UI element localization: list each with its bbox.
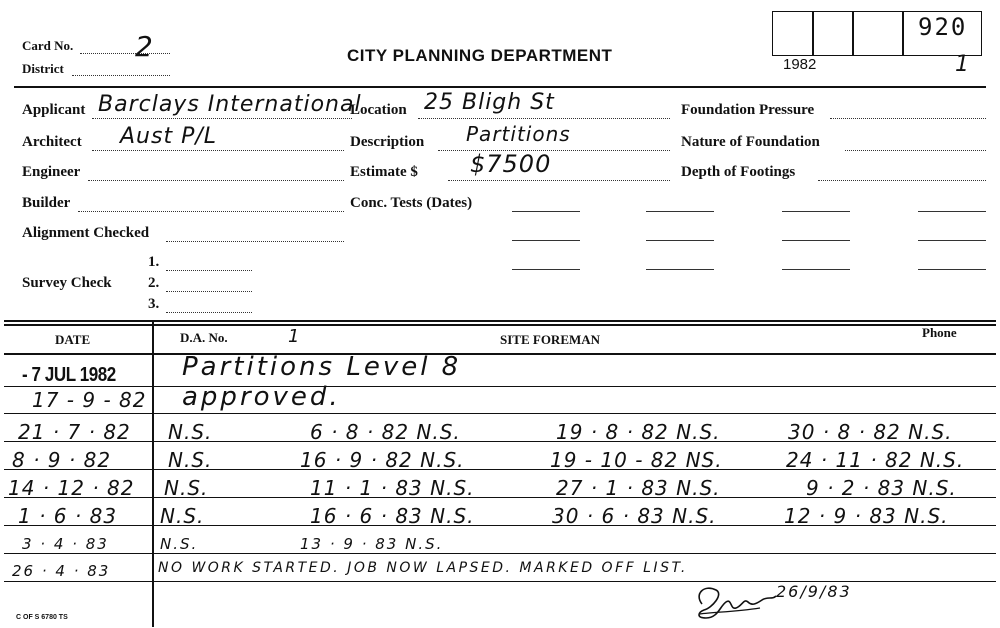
conc-test-line [918,269,986,270]
applicant-value: Barclays International [98,92,362,117]
inspection-cell: 19 · 8 · 82 N.S. [556,420,721,444]
year-label: 1982 [783,56,817,73]
entry-description: Partitions Level 8 [182,352,462,382]
inspection-date: 14 · 12 · 82 [8,476,135,500]
inspection-date: 21 · 7 · 82 [18,420,131,444]
lapsed-note: NO WORK STARTED. JOB NOW LAPSED. MARKED OFF LIST. [158,560,688,576]
builder-label: Builder [22,195,71,211]
survey-1-label: 1. [148,254,160,270]
page-title: CITY PLANNING DEPARTMENT [347,46,613,65]
architect-line [92,150,344,151]
depth-footings-line [818,180,986,181]
inspection-date: 3 · 4 · 83 [22,535,109,553]
inspection-cell: 24 · 11 · 82 N.S. [786,448,965,472]
alignment-line [166,241,344,242]
conc-test-line [918,240,986,241]
approval-date: 17 - 9 - 82 [32,388,147,412]
card-no-label: Card No. [22,38,74,53]
inspection-cell: 30 · 6 · 83 N.S. [552,504,717,528]
conc-test-line [646,269,714,270]
conc-test-line [782,211,850,212]
survey-2-line [166,291,252,292]
inspection-cell: N.S. [164,476,209,500]
row-line [4,413,996,414]
inspection-cell: 11 · 1 · 83 N.S. [310,476,475,500]
location-value: 25 Bligh St [424,90,555,115]
conc-test-line [646,211,714,212]
phone-header: Phone [922,325,957,340]
inspection-cell: 13 · 9 · 83 N.S. [300,535,444,553]
number-box-3 [852,11,904,56]
foundation-pressure-label: Foundation Pressure [681,102,815,118]
form-code: C OF S 6780 TS [16,614,68,621]
inspection-cell: 27 · 1 · 83 N.S. [556,476,721,500]
nature-foundation-line [845,150,986,151]
approval-note: approved. [182,382,341,412]
card-no-value: 2 [135,30,154,63]
builder-line [78,211,344,212]
inspection-cell: 16 · 6 · 83 N.S. [310,504,475,528]
conc-test-line [512,211,580,212]
inspection-cell: 16 · 9 · 82 N.S. [300,448,465,472]
inspection-cell: 30 · 8 · 82 N.S. [788,420,953,444]
inspection-date: 1 · 6 · 83 [18,504,118,528]
district-line [72,75,170,76]
header-divider [14,86,986,88]
engineer-line [88,180,344,181]
da-no-value: 1 [288,326,301,347]
inspection-cell: 19 - 10 - 82 NS. [550,448,723,472]
survey-2-label: 2. [148,275,160,291]
signature-icon [690,578,780,624]
survey-3-label: 3. [148,296,160,312]
row-line [4,553,996,554]
conc-test-line [512,269,580,270]
foundation-pressure-line [830,118,986,119]
nature-foundation-label: Nature of Foundation [681,134,820,150]
inspection-cell: N.S. [160,504,205,528]
location-line [418,118,670,119]
inspection-cell: 9 · 2 · 83 N.S. [806,476,957,500]
number-box-1 [772,11,814,56]
conc-test-line [918,211,986,212]
estimate-value: $7500 [470,150,552,178]
survey-check-label: Survey Check [22,275,112,291]
alignment-label: Alignment Checked [22,225,150,241]
conc-test-line [782,240,850,241]
number-box-2 [812,11,854,56]
sheet-number: 1 [955,52,970,77]
date-header: DATE [55,332,91,347]
inspection-cell: N.S. [168,420,213,444]
estimate-line [448,180,670,181]
conc-tests-label: Conc. Tests (Dates) [350,195,473,211]
site-foreman-header: SITE FOREMAN [500,332,601,347]
inspection-cell: 6 · 8 · 82 N.S. [310,420,461,444]
location-label: Location [350,102,407,118]
inspection-cell: N.S. [168,448,213,472]
card-no-line [80,53,170,54]
inspection-cell: 12 · 9 · 83 N.S. [784,504,949,528]
inspection-date: 26 · 4 · 83 [12,562,111,580]
description-label: Description [350,134,425,150]
survey-1-line [166,270,252,271]
depth-footings-label: Depth of Footings [681,164,796,180]
conc-test-line [512,240,580,241]
inspection-cell: N.S. [160,535,199,553]
card-number: 920 [918,13,968,41]
survey-3-line [166,312,252,313]
architect-label: Architect [22,134,82,150]
conc-test-line [646,240,714,241]
inspection-date: 8 · 9 · 82 [12,448,112,472]
row-line [4,386,996,387]
conc-test-line [782,269,850,270]
engineer-label: Engineer [22,164,81,180]
da-no-header: D.A. No. [180,330,228,345]
description-value: Partitions [466,122,571,146]
architect-value: Aust P/L [120,124,218,149]
applicant-label: Applicant [22,102,86,118]
estimate-label: Estimate $ [350,164,418,180]
applicant-line [92,118,352,119]
signature-date: 26/9/83 [776,582,852,601]
date-stamp: - 7 JUL 1982 [22,364,116,386]
district-label: District [22,61,64,76]
